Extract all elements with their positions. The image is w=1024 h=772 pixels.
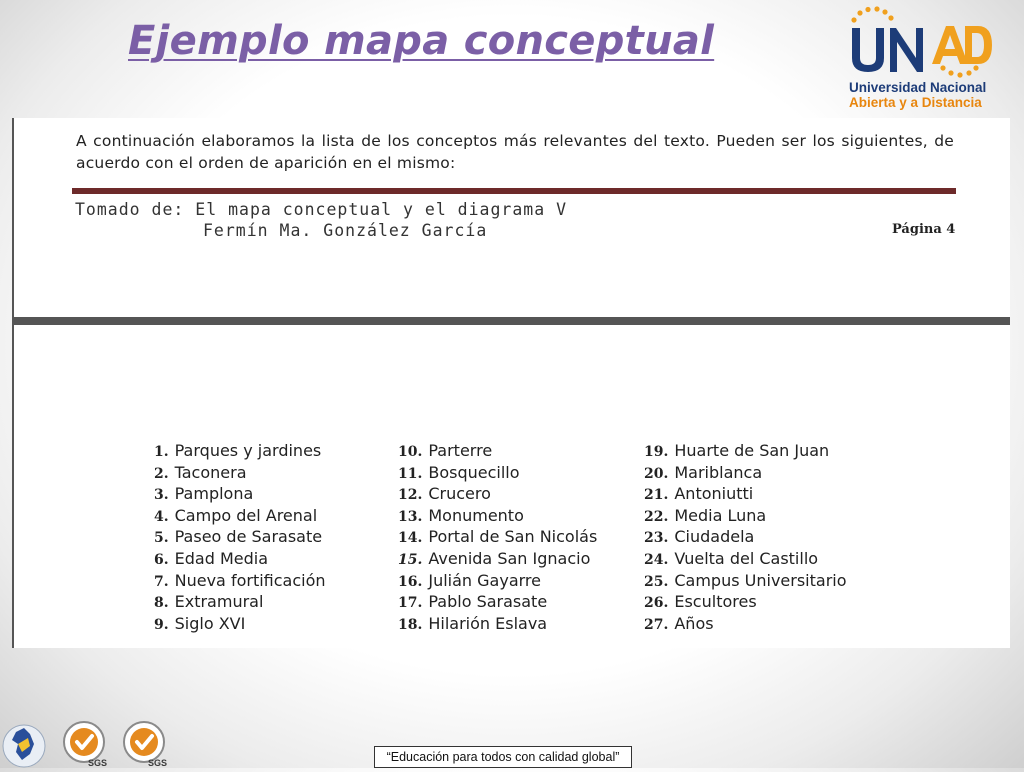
page-number: Página 4 (892, 222, 956, 237)
concept-number: 2. (154, 465, 169, 482)
concept-item (398, 440, 597, 462)
concept-item (644, 613, 847, 635)
concept-number: 9. (154, 616, 169, 633)
concept-text: Crucero (428, 484, 491, 504)
concept-text: Extramural (174, 592, 264, 612)
concept-item (154, 526, 326, 548)
concept-number: 1. (154, 444, 169, 460)
concept-item (154, 483, 326, 505)
source-citation-author: Fermín Ma. González García (203, 221, 488, 240)
concept-text: Nueva fortificación (174, 570, 326, 590)
concept-list-column-1 (154, 440, 326, 634)
colombia-map-icon (3, 725, 45, 767)
document-left-border (12, 118, 14, 648)
concept-number: 7. (154, 573, 169, 590)
concept-number: 14. (398, 530, 423, 547)
unad-wordmark-icon (846, 6, 996, 81)
sgs-label: SGS (148, 758, 168, 768)
concept-number: 15. (398, 551, 423, 568)
concept-item (154, 440, 326, 462)
concept-number: 10. (398, 444, 423, 460)
concept-text: Parterre (428, 441, 493, 460)
footer-slogan: “Educación para todos con calidad global” (374, 746, 632, 768)
certification-check-icon (64, 722, 107, 768)
concept-item (644, 591, 847, 613)
concept-item (398, 591, 597, 613)
concept-item (398, 462, 597, 484)
concept-item (644, 440, 847, 462)
concept-number: 8. (154, 595, 169, 612)
concept-text: Ciudadela (674, 527, 755, 547)
concept-list-column-3 (644, 440, 847, 634)
concept-text: Hilarión Eslava (428, 613, 548, 633)
concept-number: 27. (644, 616, 669, 633)
concept-item (154, 570, 326, 592)
concept-number: 21. (644, 487, 669, 504)
concept-item (644, 526, 847, 548)
logo-university-name: Universidad Nacional (849, 80, 987, 95)
concept-item (398, 548, 597, 570)
intro-paragraph: A continuación elaboramos la lista de los conceptos más relevantes del texto. Pueden ser los siguientes, de acuerdo con el orden de aparición en el mismo: (76, 132, 954, 172)
concept-text: Campo del Arenal (174, 505, 318, 525)
concept-number: 6. (154, 551, 169, 568)
concept-item (644, 505, 847, 527)
concept-text: Vuelta del Castillo (674, 548, 819, 568)
concept-item (154, 548, 326, 570)
concept-text: Portal de San Nicolás (428, 527, 598, 547)
concept-number: 22. (644, 508, 669, 525)
concept-text: Años (674, 613, 714, 633)
concept-number: 26. (644, 595, 669, 612)
concept-item (154, 613, 326, 635)
concept-item (398, 613, 597, 635)
concept-number: 25. (644, 573, 669, 590)
concept-number: 11. (398, 465, 423, 482)
source-citation-title: Tomado de: El mapa conceptual y el diagrama V (75, 200, 568, 219)
concept-number: 18. (398, 616, 423, 633)
concept-number: 5. (154, 530, 169, 547)
concept-list-column-2 (398, 440, 597, 634)
concept-number: 12. (398, 487, 423, 504)
concept-number: 4. (154, 508, 169, 525)
concept-item (154, 591, 326, 613)
concept-text: Escultores (674, 592, 757, 612)
concept-item (398, 505, 597, 527)
concept-item (154, 462, 326, 484)
logo-university-subtitle: Abierta y a Distancia (849, 95, 982, 110)
sgs-label: SGS (88, 758, 108, 768)
concept-text: Avenida San Ignacio (428, 548, 591, 568)
concept-item (644, 548, 847, 570)
header-rule (72, 188, 956, 194)
concept-text: Parques y jardines (174, 441, 322, 460)
concept-number: 17. (398, 595, 423, 612)
concept-text: Pablo Sarasate (428, 592, 548, 612)
concept-item (644, 483, 847, 505)
concept-text: Media Luna (674, 505, 767, 525)
concept-number: 24. (644, 551, 669, 568)
concept-text: Mariblanca (674, 462, 763, 482)
concept-text: Siglo XVI (174, 613, 246, 633)
concept-number: 20. (644, 465, 669, 482)
certification-logos (0, 714, 172, 768)
concept-text: Campus Universitario (674, 570, 847, 590)
concept-number: 19. (644, 444, 669, 460)
concept-item (644, 570, 847, 592)
concept-item (644, 462, 847, 484)
concept-text: Bosquecillo (428, 462, 520, 482)
concept-text: Monumento (428, 505, 524, 525)
concept-number: 16. (398, 573, 423, 590)
concept-text: Edad Media (174, 548, 268, 568)
certification-check-icon (124, 722, 167, 768)
concept-text: Julián Gayarre (428, 570, 541, 590)
concept-item (398, 483, 597, 505)
section-divider (12, 317, 1010, 325)
slide-title: Ejemplo mapa conceptual (128, 18, 715, 64)
document-scan (12, 118, 1010, 648)
concept-number: 23. (644, 530, 669, 547)
unad-logo (846, 6, 996, 114)
concept-item (398, 526, 597, 548)
concept-text: Antoniutti (674, 484, 754, 504)
concept-number: 3. (154, 487, 169, 504)
concept-number: 13. (398, 508, 423, 525)
concept-item (154, 505, 326, 527)
concept-item (398, 570, 597, 592)
concept-text: Paseo de Sarasate (174, 527, 323, 547)
concept-text: Pamplona (174, 484, 254, 504)
concept-text: Taconera (174, 462, 247, 482)
concept-text: Huarte de San Juan (674, 441, 830, 460)
